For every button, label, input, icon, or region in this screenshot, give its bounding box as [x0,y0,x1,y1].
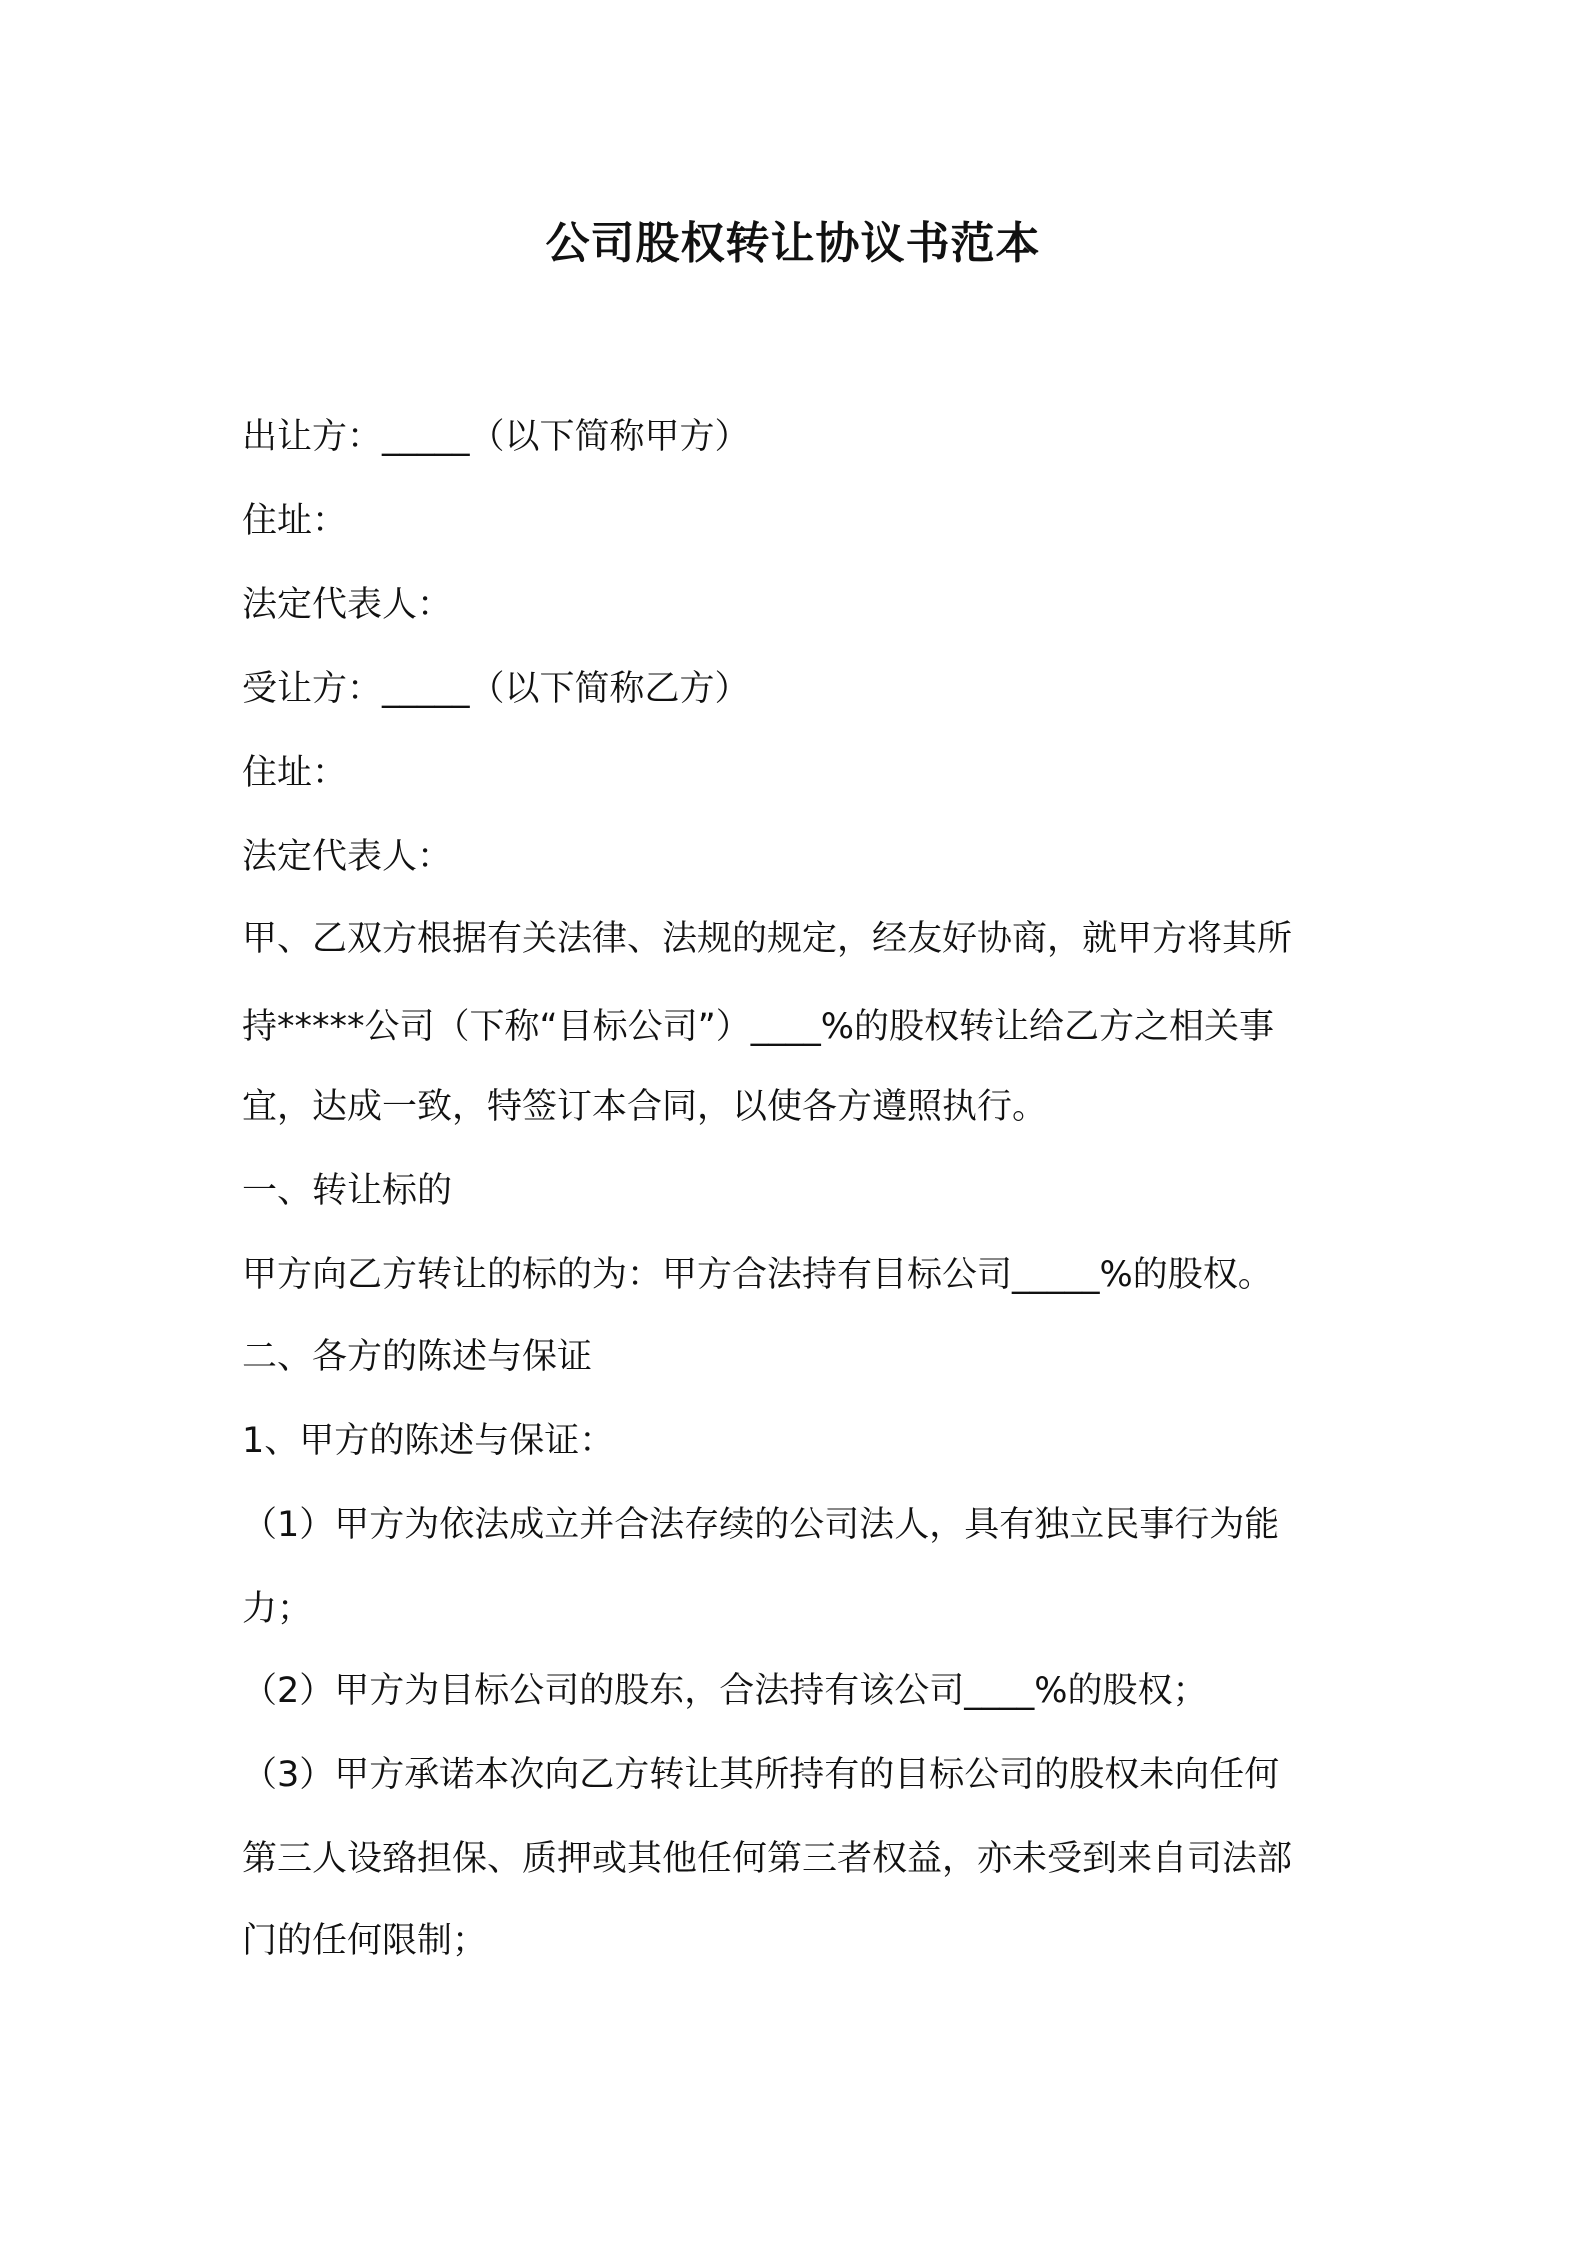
page-title: 公司股权转让协议书范本 [545,218,1041,269]
transferee-address-line: 住址： [242,753,348,793]
section-heading: 二、各方的陈述与保证 [242,1337,593,1377]
preamble-line: 甲、乙双方根据有关法律、法规的规定，经友好协商，就甲方将其所 [242,919,1293,959]
section-heading: 一、转让标的 [242,1171,453,1211]
subsection-heading: 1、甲方的陈述与保证： [242,1421,615,1461]
clause-line: 甲方向乙方转让的标的为：甲方合法持有目标公司_____%的股权。 [242,1255,1273,1295]
preamble-line: 持*****公司（下称“目标公司”）____%的股权转让给乙方之相关事 [242,1007,1275,1047]
clause-line: （1）甲方为依法成立并合法存续的公司法人，具有独立民事行为能 [242,1505,1280,1545]
clause-line: （3）甲方承诺本次向乙方转让其所持有的目标公司的股权未向任何 [242,1755,1280,1795]
clause-line: 门的任何限制； [242,1921,488,1961]
transferor-legal-rep-line: 法定代表人： [242,585,453,625]
transferor-line: 出让方：_____（以下简称甲方） [242,417,750,457]
transferee-line: 受让方：_____（以下简称乙方） [242,669,750,709]
clause-line: 第三人设臵担保、质押或其他任何第三者权益，亦未受到来自司法部 [242,1839,1293,1879]
transferee-legal-rep-line: 法定代表人： [242,837,453,877]
clause-line: （2）甲方为目标公司的股东，合法持有该公司____%的股权； [242,1671,1208,1711]
transferor-address-line: 住址： [242,501,348,541]
clause-line: 力； [242,1589,313,1629]
preamble-line: 宜，达成一致，特签订本合同，以使各方遵照执行。 [242,1087,1048,1127]
